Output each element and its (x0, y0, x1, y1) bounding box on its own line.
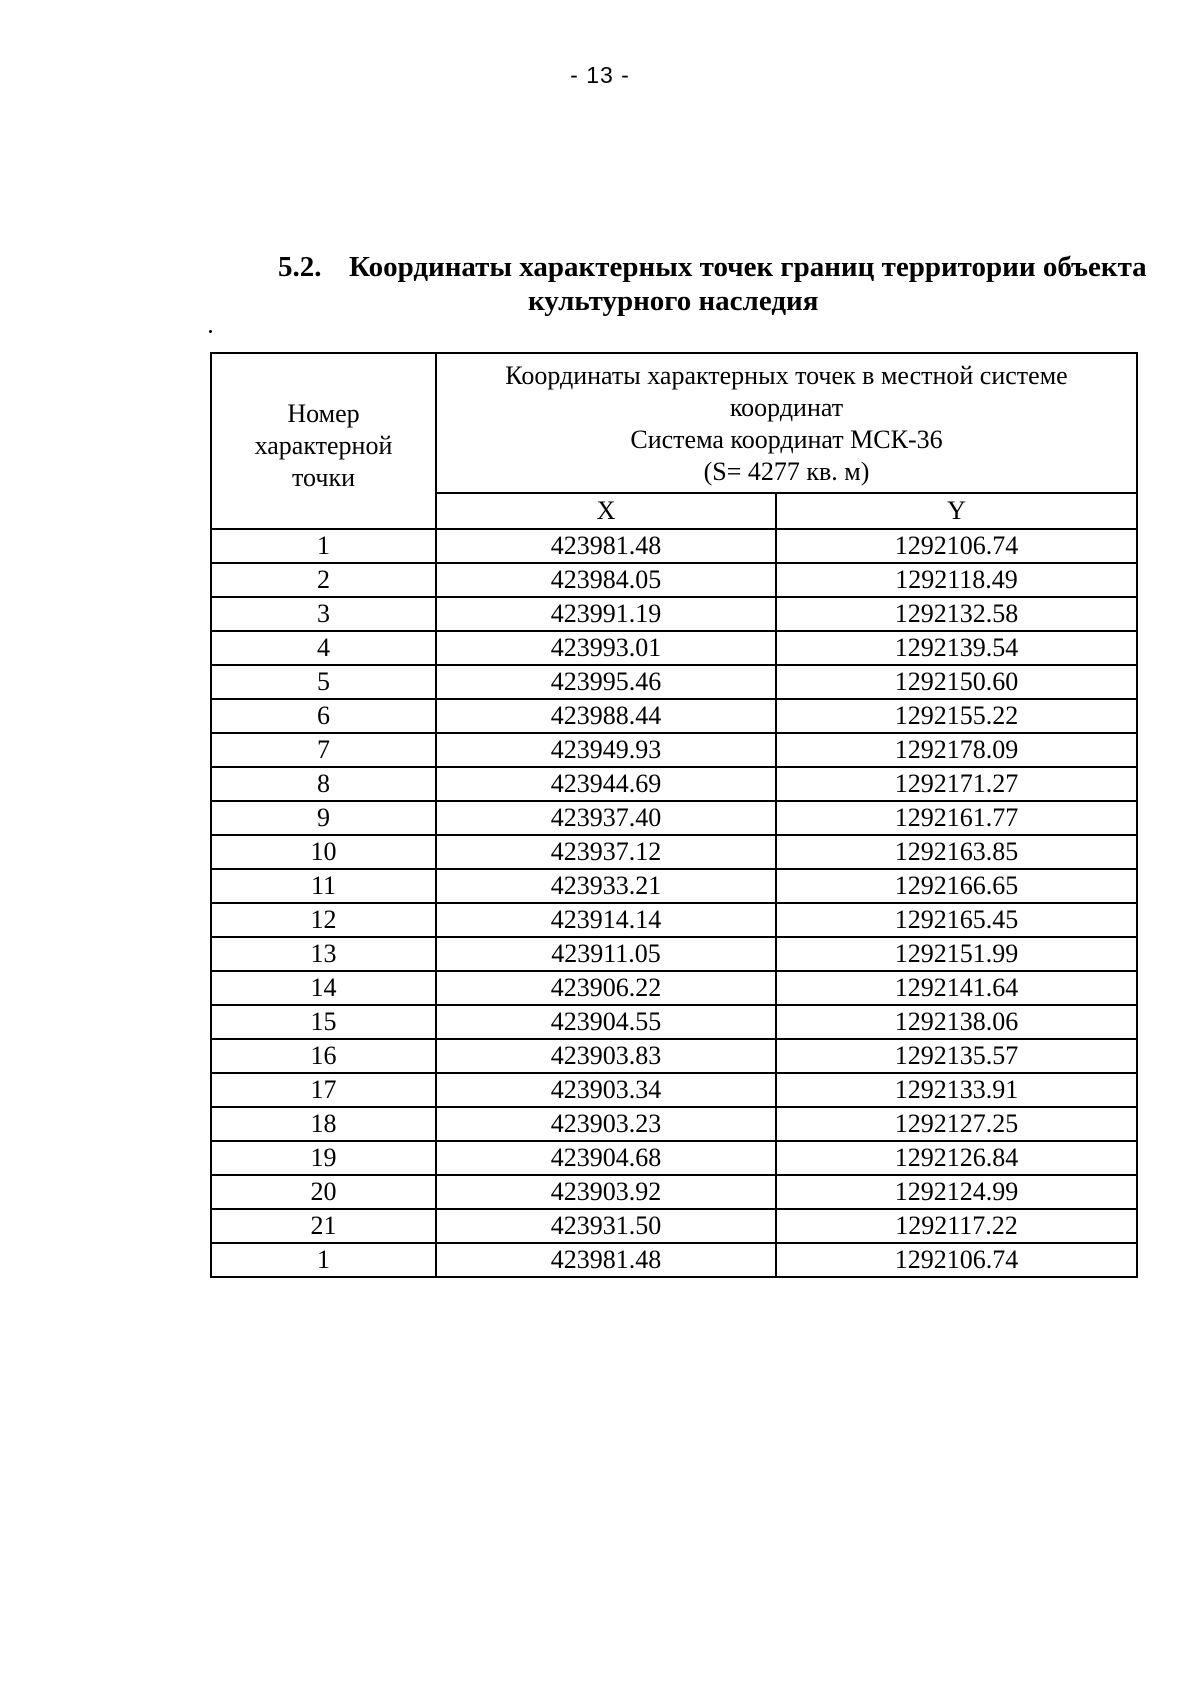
y-cell: 1292165.45 (776, 903, 1137, 937)
table-row (211, 665, 1137, 699)
scan-speck (209, 330, 212, 333)
coordinate-system-header-line3: Система координат МСК-36 (630, 425, 943, 454)
x-cell: 423993.01 (436, 631, 776, 665)
y-cell: 1292118.49 (776, 563, 1137, 597)
y-cell: 1292132.58 (776, 597, 1137, 631)
section-number: 5.2. (278, 251, 322, 283)
x-cell: 423949.93 (436, 733, 776, 767)
y-cell: 1292151.99 (776, 937, 1137, 971)
point-number-cell: 11 (211, 869, 436, 903)
section-heading (278, 250, 1158, 318)
x-cell: 423981.48 (436, 529, 776, 563)
point-number-header-line1: Номер (287, 399, 360, 428)
point-number-cell: 9 (211, 801, 436, 835)
point-number-cell: 18 (211, 1107, 436, 1141)
x-cell: 423904.68 (436, 1141, 776, 1175)
y-cell: 1292117.22 (776, 1209, 1137, 1243)
table-row (211, 563, 1137, 597)
x-cell: 423911.05 (436, 937, 776, 971)
point-number-cell: 4 (211, 631, 436, 665)
section-title-line1: Координаты характерных точек границ территории объекта (349, 251, 1147, 283)
coordinate-system-header-line1: Координаты характерных точек в местной системе (505, 361, 1068, 390)
y-column-header: Y (776, 493, 1137, 529)
section-title-line2: культурного наследия (528, 285, 819, 317)
point-number-cell: 6 (211, 699, 436, 733)
table-row (211, 937, 1137, 971)
table-row (211, 631, 1137, 665)
point-number-header-line3: точки (292, 463, 355, 492)
table-row (211, 903, 1137, 937)
y-cell: 1292155.22 (776, 699, 1137, 733)
table-row (211, 1141, 1137, 1175)
x-cell: 423984.05 (436, 563, 776, 597)
x-cell: 423937.12 (436, 835, 776, 869)
table-row (211, 733, 1137, 767)
point-number-cell: 1 (211, 529, 436, 563)
x-cell: 423988.44 (436, 699, 776, 733)
table-row (211, 869, 1137, 903)
table-row (211, 801, 1137, 835)
x-cell: 423995.46 (436, 665, 776, 699)
point-number-cell: 14 (211, 971, 436, 1005)
x-cell: 423981.48 (436, 1243, 776, 1277)
table-row (211, 971, 1137, 1005)
table-row (211, 699, 1137, 733)
point-number-cell: 13 (211, 937, 436, 971)
y-cell: 1292150.60 (776, 665, 1137, 699)
x-cell: 423903.83 (436, 1039, 776, 1073)
page-number: - 13 - (570, 62, 630, 88)
table-row (211, 1209, 1137, 1243)
y-cell: 1292139.54 (776, 631, 1137, 665)
x-cell: 423904.55 (436, 1005, 776, 1039)
table-row (211, 767, 1137, 801)
x-cell: 423906.22 (436, 971, 776, 1005)
point-number-cell: 2 (211, 563, 436, 597)
point-number-cell: 16 (211, 1039, 436, 1073)
point-number-cell: 10 (211, 835, 436, 869)
point-number-cell: 12 (211, 903, 436, 937)
point-number-cell: 1 (211, 1243, 436, 1277)
y-cell: 1292124.99 (776, 1175, 1137, 1209)
point-number-cell: 20 (211, 1175, 436, 1209)
table-row (211, 529, 1137, 563)
y-cell: 1292126.84 (776, 1141, 1137, 1175)
coordinates-table (210, 352, 1138, 1278)
table-row (211, 597, 1137, 631)
y-cell: 1292163.85 (776, 835, 1137, 869)
x-column-header: X (436, 493, 776, 529)
coordinate-system-header-line4: (S= 4277 кв. м) (703, 457, 870, 486)
table-row (211, 1243, 1137, 1277)
y-cell: 1292171.27 (776, 767, 1137, 801)
table-row (211, 1175, 1137, 1209)
x-cell: 423937.40 (436, 801, 776, 835)
x-cell: 423903.92 (436, 1175, 776, 1209)
point-number-header (211, 353, 436, 529)
table-row (211, 835, 1137, 869)
y-cell: 1292135.57 (776, 1039, 1137, 1073)
y-cell: 1292138.06 (776, 1005, 1137, 1039)
coordinate-system-header-line2: координат (729, 393, 844, 422)
point-number-cell: 19 (211, 1141, 436, 1175)
y-cell: 1292106.74 (776, 1243, 1137, 1277)
point-number-cell: 5 (211, 665, 436, 699)
x-cell: 423903.34 (436, 1073, 776, 1107)
coordinate-system-header (436, 353, 1137, 493)
y-cell: 1292141.64 (776, 971, 1137, 1005)
y-cell: 1292133.91 (776, 1073, 1137, 1107)
point-number-cell: 17 (211, 1073, 436, 1107)
y-cell: 1292166.65 (776, 869, 1137, 903)
x-cell: 423933.21 (436, 869, 776, 903)
x-cell: 423914.14 (436, 903, 776, 937)
x-cell: 423931.50 (436, 1209, 776, 1243)
table-row (211, 1107, 1137, 1141)
table-row (211, 1073, 1137, 1107)
y-cell: 1292106.74 (776, 529, 1137, 563)
x-cell: 423903.23 (436, 1107, 776, 1141)
point-number-cell: 15 (211, 1005, 436, 1039)
point-number-header-line2: характерной (254, 431, 393, 460)
x-cell: 423944.69 (436, 767, 776, 801)
table-row (211, 1005, 1137, 1039)
point-number-cell: 7 (211, 733, 436, 767)
y-cell: 1292127.25 (776, 1107, 1137, 1141)
y-cell: 1292161.77 (776, 801, 1137, 835)
point-number-cell: 21 (211, 1209, 436, 1243)
table-row (211, 1039, 1137, 1073)
x-cell: 423991.19 (436, 597, 776, 631)
point-number-cell: 8 (211, 767, 436, 801)
y-cell: 1292178.09 (776, 733, 1137, 767)
point-number-cell: 3 (211, 597, 436, 631)
